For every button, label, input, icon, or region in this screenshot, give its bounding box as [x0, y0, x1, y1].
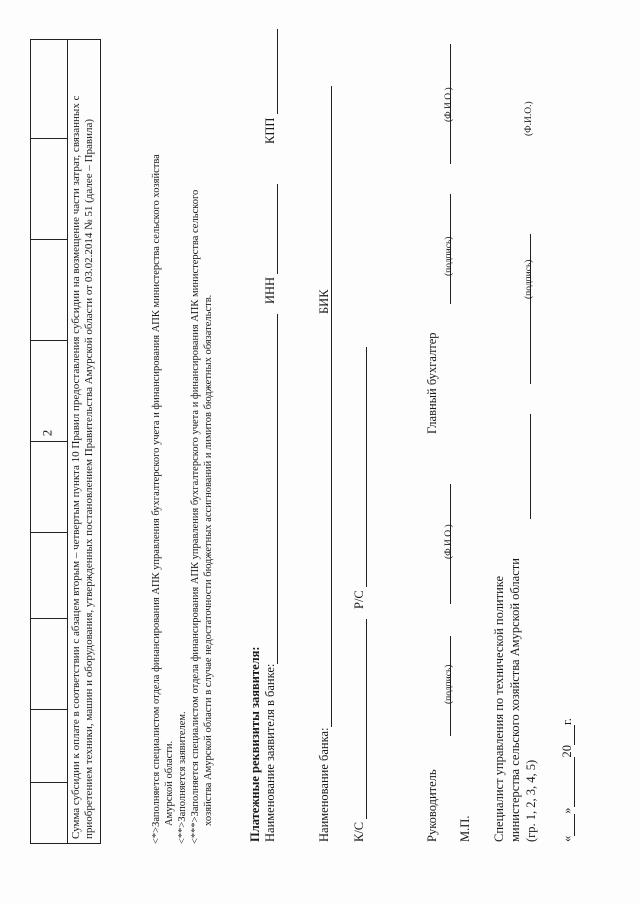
specialist-line-1: Специалист управления по технической политике [492, 575, 506, 842]
bik-field[interactable] [319, 86, 332, 286]
specialist-signature-caption: (подпись) [524, 259, 534, 299]
inn-row [263, 184, 278, 304]
table-cell [31, 341, 68, 442]
footnote-2: <**>Заполняется заявителем. [177, 711, 188, 844]
footnote-1-cont: Амурской области. [164, 740, 175, 826]
rs-label: Р/С [352, 590, 366, 609]
specialist-line-2: министерства сельского хозяйства Амурской области [508, 558, 522, 842]
payment-heading: Платежные реквизиты заявителя: [248, 646, 262, 842]
table-cell [31, 619, 68, 710]
head-signature-caption: (подпись) [444, 664, 454, 704]
footnote-1: <*>Заполняется специалистом отдела финансирования АПК управления бухгалтерского учета и финансирования АПК министерства сельского хозяйства [151, 154, 162, 844]
date-row [560, 718, 575, 842]
date-year-field[interactable] [562, 725, 575, 745]
date-year-prefix: 20 [560, 745, 574, 758]
specialist-signature-line[interactable] [518, 414, 531, 519]
accountant-signature-caption: (подпись) [444, 236, 454, 276]
page-number: 2 [39, 429, 55, 437]
specialist-fio-caption: (Ф.И.О.) [524, 101, 534, 136]
mp-label: М.П. [458, 815, 472, 842]
table-cell [31, 710, 68, 783]
table-cell [31, 240, 68, 341]
chief-accountant-label: Главный бухгалтер [425, 332, 439, 434]
ks-row [352, 619, 367, 842]
bank-name-row [263, 314, 278, 842]
accountant-fio-caption: (Ф.И.О.) [444, 87, 454, 122]
date-month-field[interactable] [562, 758, 575, 808]
table-cell [31, 139, 68, 240]
specialist-fio-line[interactable] [518, 234, 531, 384]
subsidy-table [30, 39, 101, 844]
table-row-text: Сумма субсидии к оплате в соответствии с абзацем вторым – четвертым пункта 10 Правил предоставления субсидии на возмещение части затрат, связанных с приобретением техники, машин и оборудования, утвержденных постановлением Правительства Амурской области от 03.02.2014 № 51 (далее – Правила) [68, 40, 101, 844]
bank-name-label: Наименование заявителя в банке: [263, 663, 277, 842]
rs-row [352, 347, 367, 609]
table-cell [31, 533, 68, 619]
ks-field[interactable] [354, 619, 367, 819]
specialist-line-3: (гр. 1, 2, 3, 4, 5) [524, 759, 538, 842]
date-day-field[interactable] [562, 814, 575, 836]
ks-label: К/С [352, 821, 366, 842]
bank-label: Наименование банка: [317, 727, 331, 842]
head-fio-caption: (Ф.И.О.) [444, 524, 454, 559]
date-close: » [560, 807, 574, 814]
table-cell [31, 783, 68, 844]
kpp-field[interactable] [265, 29, 278, 114]
bank-name-field[interactable] [265, 314, 278, 664]
date-year-suffix: г. [560, 718, 574, 725]
kpp-label: КПП [263, 117, 277, 144]
bank-field[interactable] [319, 257, 332, 727]
table-cell [31, 442, 68, 533]
footnote-3: <***>Заполняется специалистом отдела финансирования АПК управления бухгалтерского учета и финансирования АПК министерства сельского [190, 189, 201, 844]
rs-field[interactable] [354, 347, 367, 587]
bik-row [317, 86, 332, 314]
inn-field[interactable] [265, 184, 278, 274]
bik-label: БИК [317, 289, 331, 314]
footnotes [150, 44, 215, 844]
date-open: « [560, 835, 574, 842]
bank-row [317, 257, 332, 842]
table-cell [31, 40, 68, 139]
footnote-3-cont: хозяйства Амурской области в случае недостаточности бюджетных ассигнований и лимитов бюджетных обязательств. [203, 294, 214, 826]
inn-label: ИНН [263, 276, 277, 304]
kpp-row [263, 29, 278, 144]
head-label: Руководитель [425, 769, 439, 842]
